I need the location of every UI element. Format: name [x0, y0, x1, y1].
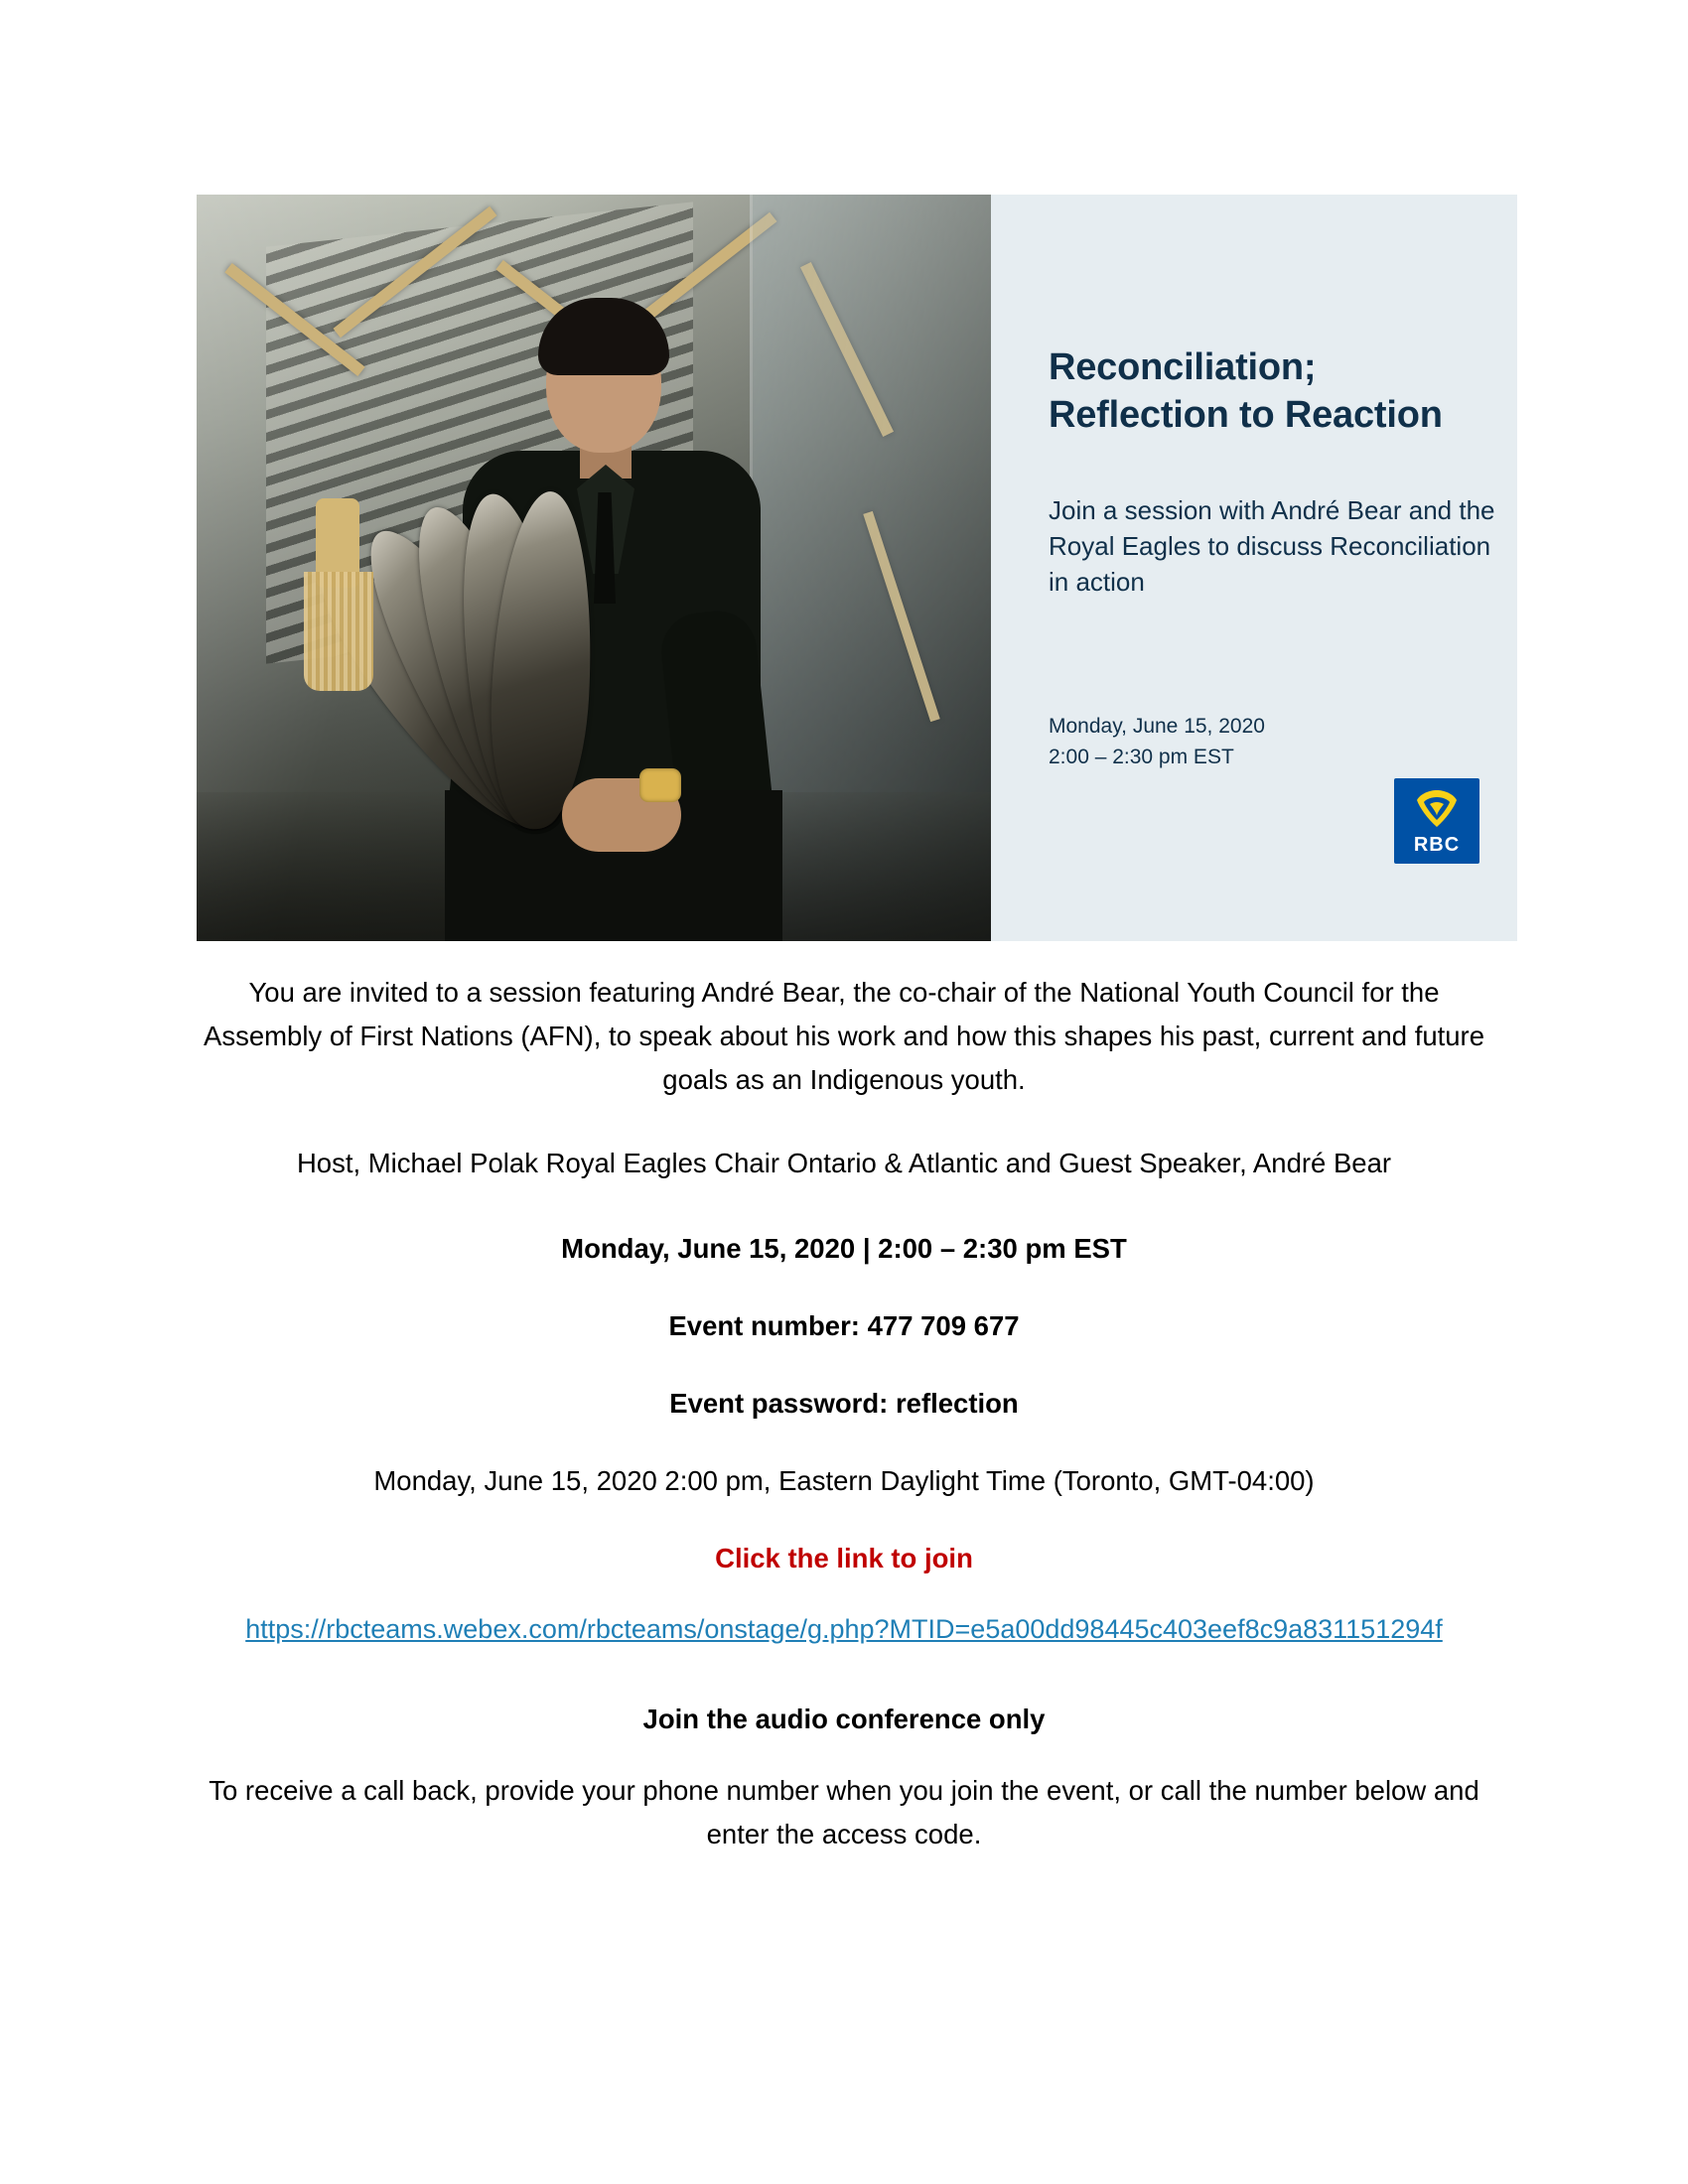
banner-date: Monday, June 15, 2020 [1049, 715, 1265, 738]
banner-time: 2:00 – 2:30 pm EST [1049, 746, 1234, 768]
intro-paragraph: You are invited to a session featuring André Bear, the co-chair of the National Youth Council for the Assembly of First Nations (AFN), to speak about his work and how this shapes his past, current and future goals as an Indigenous youth. [203, 977, 1485, 1095]
banner-title-line-1: Reconciliation; [1049, 346, 1317, 388]
rbc-logo [1394, 778, 1479, 864]
event-number: Event number: 477 709 677 [668, 1310, 1020, 1341]
banner-title-line-2: Reflection to Reaction [1049, 394, 1443, 436]
event-password: Event password: reflection [669, 1388, 1019, 1419]
timezone-line: Monday, June 15, 2020 2:00 pm, Eastern Daylight Time (Toronto, GMT-04:00) [373, 1465, 1315, 1496]
banner-photo [197, 195, 991, 941]
banner-title [1049, 343, 1515, 439]
banner-text-panel [991, 195, 1517, 941]
audio-conference-heading: Join the audio conference only [642, 1704, 1046, 1734]
banner-subtitle: Join a session with André Bear and the Royal Eagles to discuss Reconciliation in action [1049, 495, 1495, 597]
event-datetime: Monday, June 15, 2020 | 2:00 – 2:30 pm EST [561, 1233, 1127, 1264]
click-to-join-heading: Click the link to join [715, 1543, 973, 1573]
rbc-logo-text: RBC [1413, 834, 1461, 856]
banner-datetime [1049, 711, 1466, 772]
spacer [149, 1650, 1539, 1704]
host-line: Host, Michael Polak Royal Eagles Chair Ontario & Atlantic and Guest Speaker, André Bear [296, 1148, 1392, 1178]
fan-tassel [304, 572, 373, 691]
rbc-shield-icon [1414, 788, 1460, 830]
speaker-watch [639, 768, 681, 802]
audio-conference-note: To receive a call back, provide your phone number when you join the event, or call the number below and enter the access code. [209, 1775, 1479, 1849]
event-details [149, 971, 1539, 1856]
join-event-link[interactable]: https://rbcteams.webex.com/rbcteams/onstage/g.php?MTID=e5a00dd98445c403eef8c9a831151294f [245, 1614, 1443, 1644]
event-banner [197, 195, 1517, 941]
